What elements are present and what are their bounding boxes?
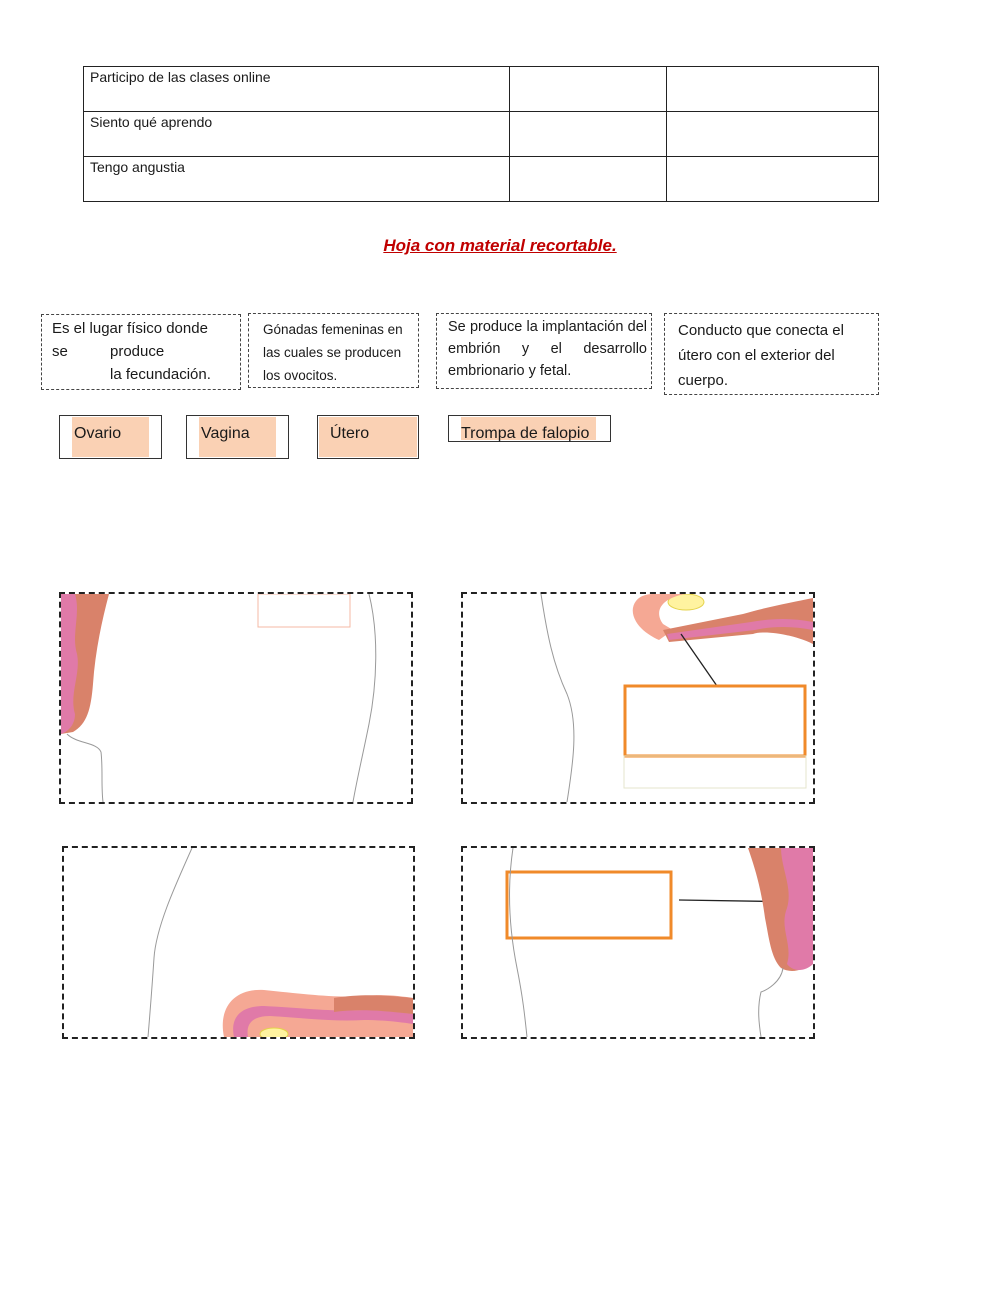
table-cell-answer[interactable] <box>667 112 879 157</box>
definition-line: la fecundación. <box>110 366 211 383</box>
anatomy-illustration <box>61 594 411 802</box>
definition-card-implantation[interactable]: Se produce la implantación del embrión y el desarrollo embrionario y fetal. <box>436 313 652 389</box>
chip-label: Útero <box>330 425 370 442</box>
table-cell-statement: Siento qué aprendo <box>84 112 510 157</box>
definition-card-gonads[interactable]: Gónadas femeninas en las cuales se producen los ovocitos. <box>248 313 419 388</box>
chip-label: Trompa de falopio <box>461 425 590 442</box>
table-row <box>84 67 879 112</box>
table-cell-statement: Participo de las clases online <box>84 67 510 112</box>
anatomy-illustration <box>463 594 813 802</box>
chip-label: Ovario <box>74 425 122 442</box>
word-chip-vagina[interactable] <box>186 415 289 459</box>
table-cell-answer[interactable] <box>667 157 879 202</box>
table-cell-answer[interactable] <box>667 67 879 112</box>
definition-word: produce <box>110 343 165 360</box>
definition-card-fertilization[interactable] <box>41 314 241 390</box>
puzzle-piece-top-right[interactable] <box>461 592 815 804</box>
word-chip-trompa[interactable] <box>448 415 611 442</box>
puzzle-piece-bottom-left[interactable] <box>62 846 415 1039</box>
table-cell-answer[interactable] <box>510 112 667 157</box>
puzzle-piece-bottom-right[interactable] <box>461 846 815 1039</box>
table-row <box>84 112 879 157</box>
anatomy-illustration <box>64 848 413 1037</box>
definition-line: Es el lugar físico donde <box>52 320 208 337</box>
table-cell-statement: Tengo angustia <box>84 157 510 202</box>
table-cell-answer[interactable] <box>510 157 667 202</box>
word-chip-ovario[interactable] <box>59 415 162 459</box>
puzzle-piece-top-left[interactable] <box>59 592 413 804</box>
sheet-title: Hoja con material recortable. <box>383 236 617 255</box>
chip-label: Vagina <box>201 425 250 442</box>
table-cell-answer[interactable] <box>510 67 667 112</box>
word-chip-utero[interactable] <box>317 415 419 459</box>
anatomy-illustration <box>463 848 813 1037</box>
self-assessment-table <box>83 66 879 202</box>
definition-word: se <box>52 343 68 360</box>
definition-card-canal[interactable]: Conducto que conecta el útero con el exterior del cuerpo. <box>664 313 879 395</box>
table-row <box>84 157 879 202</box>
